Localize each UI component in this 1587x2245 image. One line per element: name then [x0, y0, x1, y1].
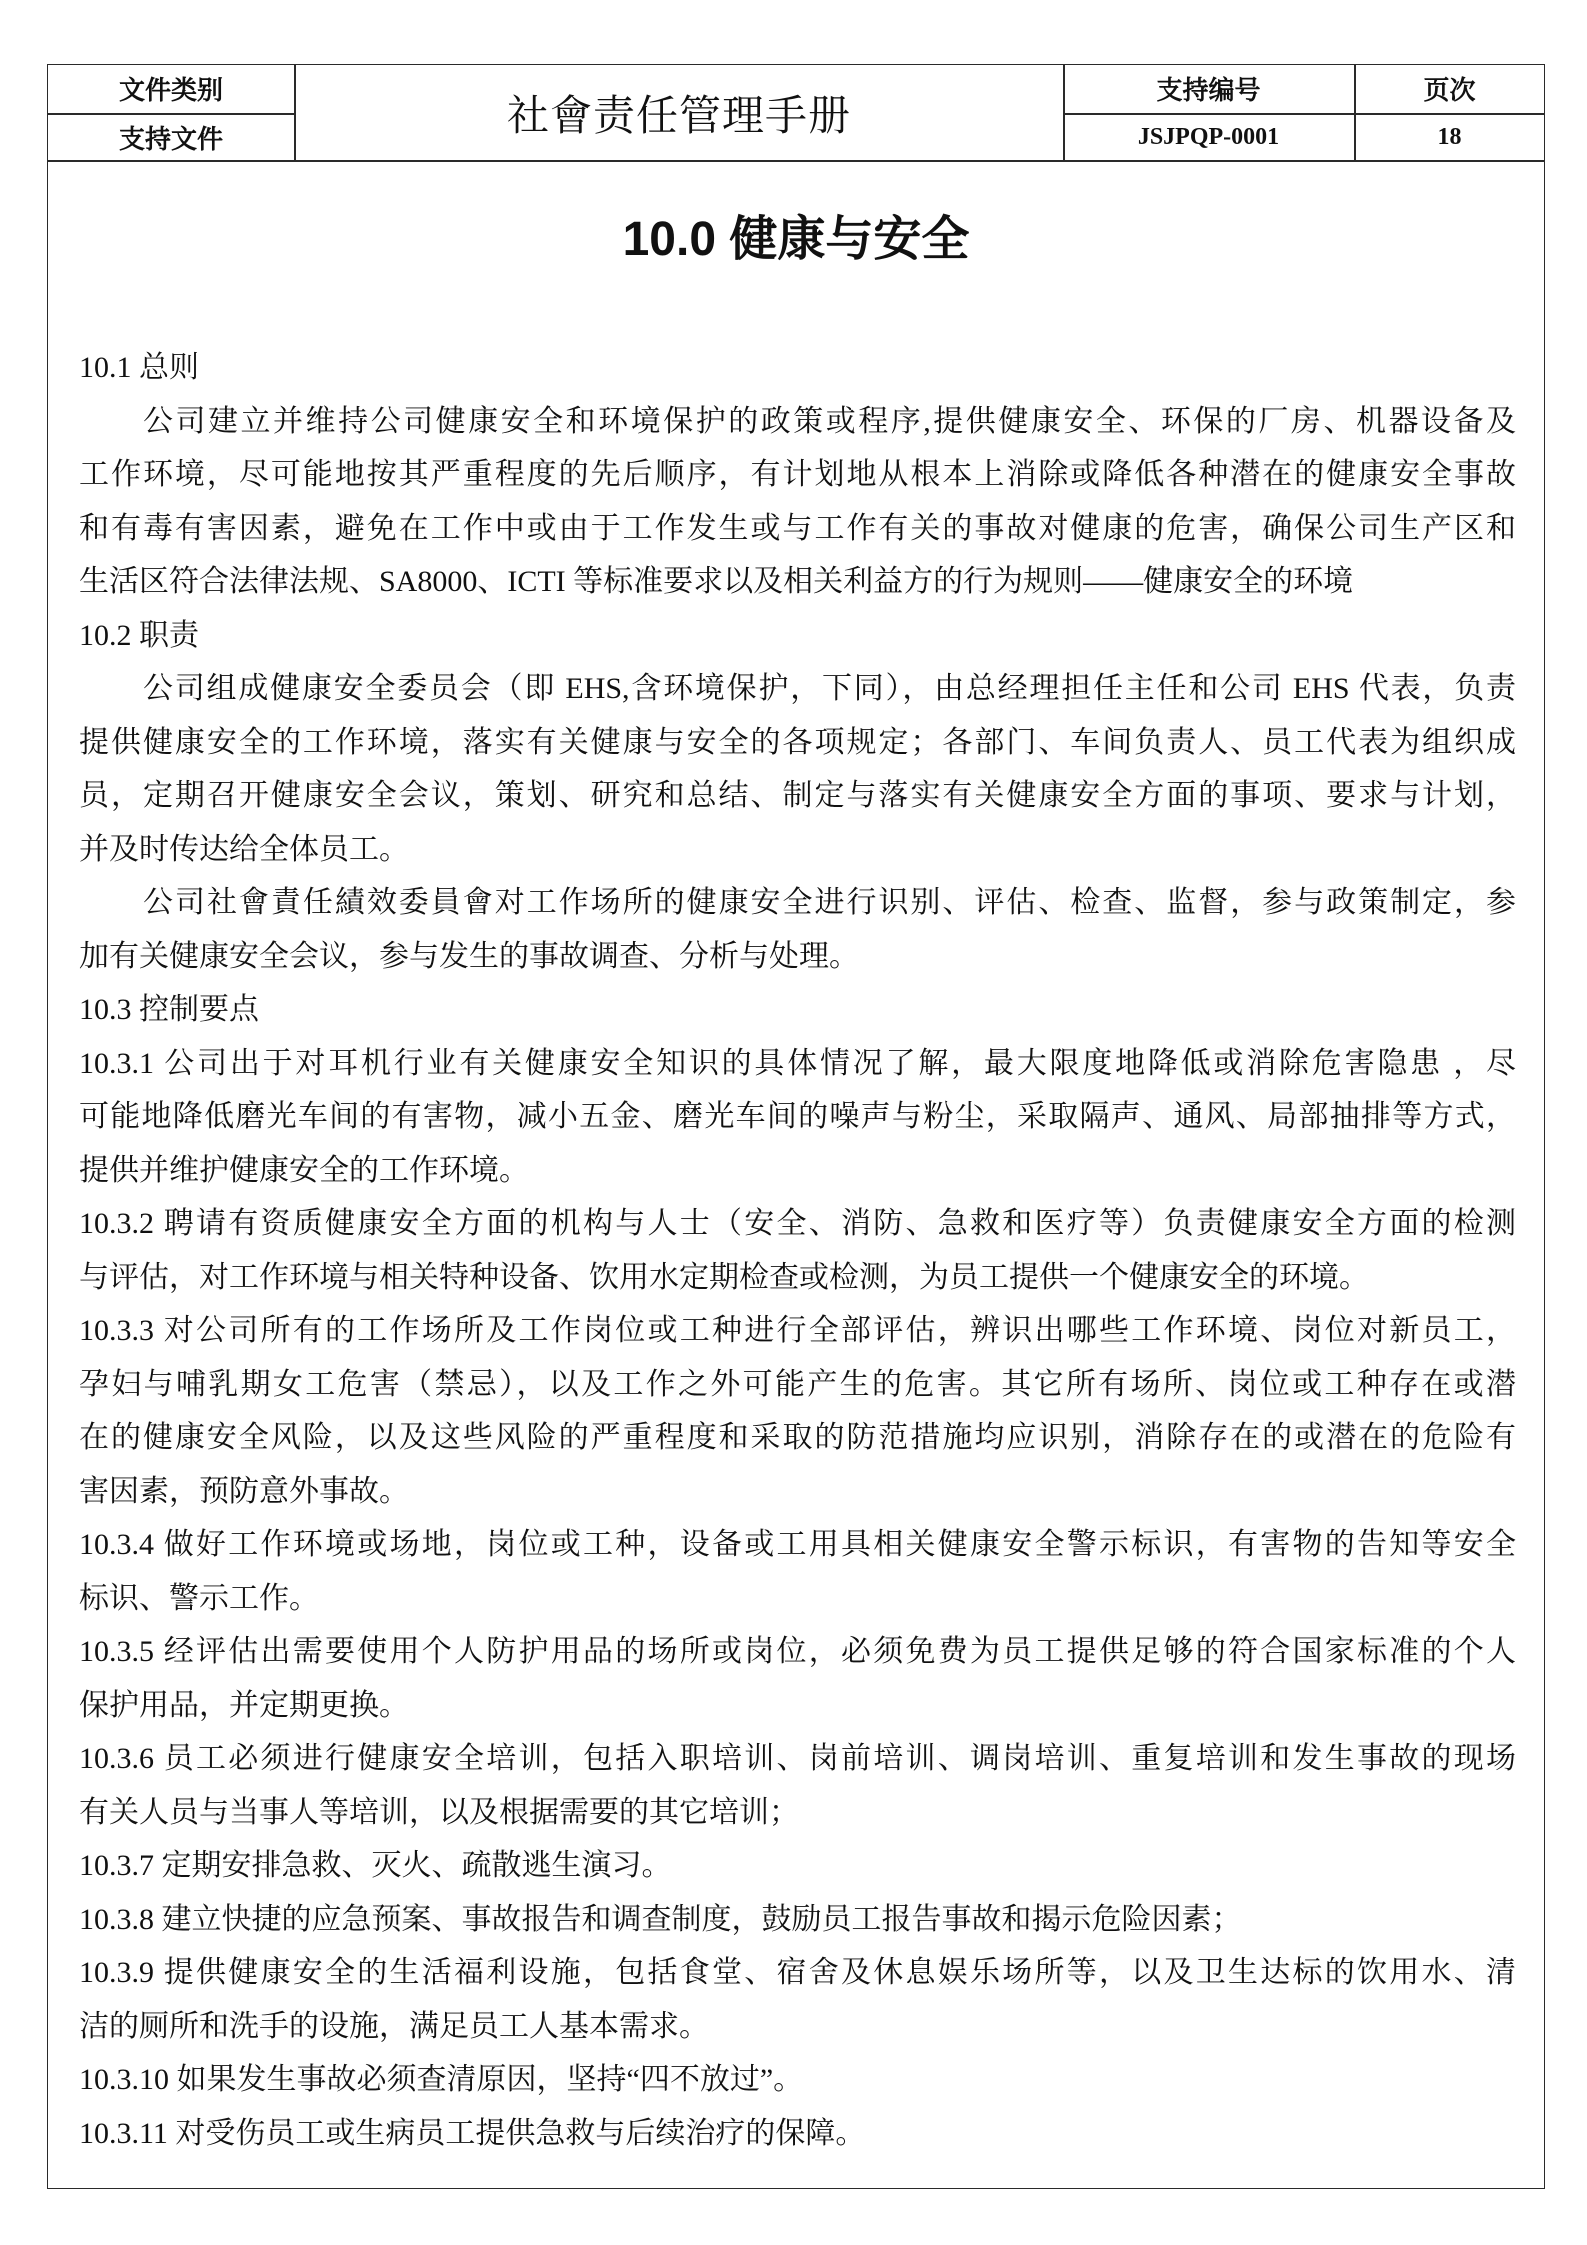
body-line: 10.3.2 聘请有资质健康安全方面的机构与人士（安全、消防、急救和医疗等）负责健康安全方面的检测: [79, 1207, 1516, 1240]
body-line: 提供健康安全的工作环境，落实有关健康与安全的各项规定；各部门、车间负责人、员工代表为组织成: [79, 725, 1516, 759]
body-line: 并及时传达给全体员工。: [79, 832, 409, 866]
body-line: 与评估，对工作环境与相关特种设备、饮用水定期检查或检测，为员工提供一个健康安全的环境。: [79, 1260, 1369, 1294]
clause-10-3-1: [79, 1037, 1516, 1198]
clause-10-3-3: [79, 1304, 1516, 1518]
body-line: 有关人员与当事人等培训，以及根据需要的其它培训；: [79, 1795, 799, 1829]
body-line: 在的健康安全风险，以及这些风险的严重程度和采取的防范措施均应识别，消除存在的或潜在的危险有: [79, 1421, 1516, 1454]
doc-number-value: JSJPQP-0001: [1137, 123, 1280, 150]
body-line: 和有毒有害因素，避免在工作中或由于工作发生或与工作有关的事故对健康的危害，确保公司生产区和: [79, 511, 1516, 545]
body-line: 保护用品，并定期更换。: [79, 1688, 409, 1722]
body-line: 10.3.5 经评估出需要使用个人防护用品的场所或岗位，必须免费为员工提供足够的符合国家标准的个人: [79, 1635, 1516, 1668]
body-line: 10.3.11 对受伤员工或生病员工提供急救与后续治疗的保障。: [79, 2116, 866, 2150]
doc-type-value: 支持文件: [118, 124, 223, 154]
paragraph-general: [79, 395, 1516, 609]
clause-10-3-5: [79, 1625, 1516, 1732]
body-line: 10.3.9 提供健康安全的生活福利设施，包括食堂、宿舍及休息娱乐场所等，以及卫生达标的饮用水、清: [79, 1956, 1516, 1989]
paragraph-performance-committee: [79, 876, 1516, 983]
section-heading: 10.0 健康与安全: [622, 213, 970, 266]
body-line: 10.3 控制要点: [79, 993, 259, 1026]
body-line: 10.3.1 公司出于对耳机行业有关健康安全知识的具体情况了解，最大限度地降低或消除危害隐患 ，尽: [79, 1046, 1516, 1080]
document-body: [79, 341, 1516, 2160]
body-line: 员，定期召开健康安全会议，策划、研究和总结、制定与落实有关健康安全方面的事项、要求与计划，: [79, 779, 1516, 812]
clause-10-3-8: [79, 1893, 1516, 1947]
clause-10-3-6: [79, 1732, 1516, 1839]
body-line: 10.3.4 做好工作环境或场地，岗位或工种，设备或工用具相关健康安全警示标识，有害物的告知等安全: [79, 1528, 1516, 1561]
body-line: 10.3.7 定期安排急救、灭火、疏散逃生演习。: [79, 1849, 672, 1882]
body-line: 10.3.8 建立快捷的应急预案、事故报告和调查制度，鼓励员工报告事故和揭示危险因素；: [79, 1902, 1242, 1936]
body-line: 公司组成健康安全委员会（即 EHS,含环境保护，下同），由总经理担任主任和公司 EHS 代表，负责: [143, 672, 1516, 705]
doc-type-label: 文件类别: [118, 76, 223, 106]
body-line: 加有关健康安全会议，参与发生的事故调查、分析与处理。: [79, 939, 859, 973]
body-line: 10.1 总则: [79, 351, 199, 384]
body-line: 生活区符合法律法规、SA8000、ICTI 等标准要求以及相关利益方的行为规则——健康安全的环境: [79, 565, 1354, 598]
subsection-heading-10-2: [79, 609, 1516, 663]
body-line: 可能地降低磨光车间的有害物，减小五金、磨光车间的噪声与粉尘，采取隔声、通风、局部抽排等方式，: [79, 1100, 1516, 1133]
subsection-heading-10-3: [79, 983, 1516, 1037]
paragraph-ehs-committee: [79, 662, 1516, 876]
clause-10-3-10: [79, 2053, 1516, 2107]
body-line: 害因素，预防意外事故。: [79, 1474, 409, 1508]
body-line: 提供并维护健康安全的工作环境。: [79, 1153, 529, 1187]
clause-10-3-7: [79, 1839, 1516, 1893]
body-line: 标识、警示工作。: [79, 1581, 319, 1615]
page-number-label: 页次: [1423, 76, 1476, 106]
clause-10-3-2: [79, 1197, 1516, 1304]
body-line: 10.3.10 如果发生事故必须查清原因，坚持“四不放过”。: [79, 2063, 804, 2096]
doc-number-label: 支持编号: [1156, 76, 1261, 106]
manual-title: 社會责任管理手册: [506, 93, 851, 140]
clause-10-3-11: [79, 2107, 1516, 2161]
body-line: 孕妇与哺乳期女工危害（禁忌），以及工作之外可能产生的危害。其它所有场所、岗位或工种存在或潜: [79, 1367, 1516, 1401]
body-line: 公司社會責任績效委員會对工作场所的健康安全进行识别、评估、检查、监督，参与政策制定，参: [143, 886, 1516, 919]
page-number-value: 18: [1437, 123, 1462, 150]
body-line: 10.2 职责: [79, 618, 199, 652]
body-line: 工作环境，尽可能地按其严重程度的先后顺序，有计划地从根本上消除或降低各种潜在的健康安全事故: [79, 458, 1516, 491]
clause-10-3-4: [79, 1518, 1516, 1625]
body-line: 10.3.3 对公司所有的工作场所及工作岗位或工种进行全部评估，辨识出哪些工作环境、岗位对新员工，: [79, 1314, 1516, 1347]
subsection-heading-10-1: [79, 341, 1516, 395]
body-line: 洁的厕所和洗手的设施，满足员工人基本需求。: [79, 2009, 709, 2043]
clause-10-3-9: [79, 1946, 1516, 2053]
body-line: 公司建立并维持公司健康安全和环境保护的政策或程序,提供健康安全、环保的厂房、机器设备及: [143, 404, 1516, 438]
body-line: 10.3.6 员工必须进行健康安全培训，包括入职培训、岗前培训、调岗培训、重复培训和发生事故的现场: [79, 1742, 1516, 1775]
